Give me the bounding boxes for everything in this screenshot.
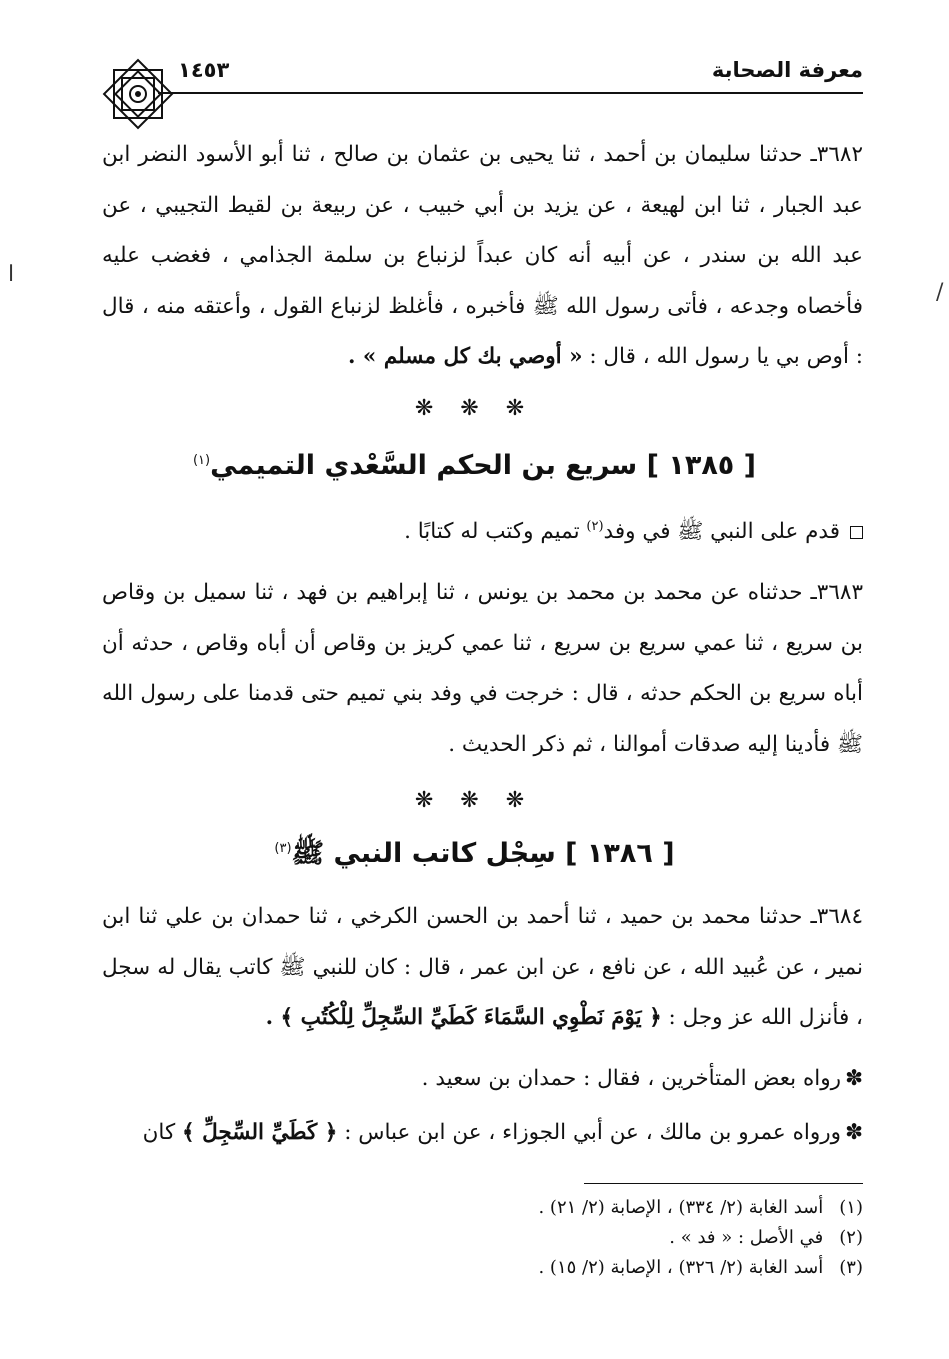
footnote-text: أسد الغابة (٢/ ٣٣٤) ، الإصابة (٢/ ٢١) .	[538, 1197, 824, 1218]
margin-mark: ا	[8, 262, 15, 287]
heading-1386-text: [ ١٣٨٦ ] سِجْل كاتب النبي ﷺ	[291, 838, 675, 869]
hadith-3682-text: ٣٦٨٢ـ حدثنا سليمان بن أحمد ، ثنا يحيى بن عثمان بن صالح ، ثنا أبو الأسود النضر ابن عبد الجبار ، ثنا ابن لهيعة ، عن يزيد بن أبي خبيب ، عن ربيعة بن لقيط التجيبي ، عن عبد الله بن سندر ، عن أبيه أنه كان عبداً لزنباع بن سلمة الجذامي ، فغضب عليه فأخصاه وجدعه ، فأتى رسول الله ﷺ فأخبره ، فأغلظ لزنباع القول ، وأعتقه منه ، قال : أوص بي يا رسول الله ، قال :	[102, 142, 863, 369]
note-b-text: ورواه عمرو بن مالك ، عن أبي الجوزاء ، عن ابن عباس :	[344, 1120, 841, 1145]
heading-1385	[0, 450, 949, 481]
note-b	[102, 1120, 863, 1145]
hadith-3682	[102, 130, 863, 383]
hadith-3683	[102, 568, 863, 770]
footnotes	[102, 1193, 863, 1283]
asterisk-icon: ✽	[844, 1120, 863, 1145]
hadith-3682-quote: « أوصي بك كل مسلم » .	[347, 344, 583, 369]
page-title: معرفة الصحابة	[711, 58, 863, 82]
hadith-3684-text: ٣٦٨٤ـ حدثنا محمد بن حميد ، ثنا أحمد بن الحسن الكرخي ، ثنا حمدان بن علي ثنا ابن نمير ، عن عُبيد الله ، عن نافع ، عن ابن عمر ، قال : كان للنبي ﷺ كاتب يقال له سجل ، فأنزل الله عز وجل :	[102, 904, 863, 1030]
octagonal-star-ornament-icon	[100, 56, 176, 132]
note-a-text: رواه بعض المتأخرين ، فقال : حمدان بن سعيد .	[421, 1066, 841, 1091]
footnote-item	[102, 1193, 863, 1223]
note-a	[102, 1066, 863, 1091]
footnote-number: (٢)	[839, 1227, 863, 1248]
page-number: ١٤٥٣	[178, 58, 230, 82]
footnote-item	[102, 1253, 863, 1283]
footnote-ref: (٣)	[274, 841, 292, 856]
hollow-square-icon	[850, 526, 863, 539]
section-separator-stars: ❋ ❋ ❋	[414, 396, 535, 421]
footnote-text: في الأصل : « فد » .	[669, 1227, 824, 1248]
footnote-ref: (٢)	[586, 518, 604, 534]
note-1385	[102, 518, 863, 549]
asterisk-icon: ✽	[844, 1066, 863, 1091]
footnote-text: أسد الغابة (٢/ ٣٢٦) ، الإصابة (٢/ ١٥) .	[538, 1257, 824, 1278]
note-b-end: كان	[142, 1120, 176, 1145]
heading-1386	[0, 836, 949, 876]
section-separator-stars: ❋ ❋ ❋	[414, 788, 535, 813]
note-1385-text: قدم على النبي ﷺ في وفد	[603, 519, 840, 544]
note-b-quran: ﴿ كَطَيِّ السِّجِلِّ ﴾	[182, 1120, 338, 1145]
footnote-item	[102, 1223, 863, 1253]
hadith-3683-text: ٣٦٨٣ـ حدثناه عن محمد بن محمد بن يونس ، ثنا إبراهيم بن فهد ، ثنا سميل بن وقاص بن سريع ، ثنا عمي سريع بن سريع ، ثنا عمي كريز بن وقاص أن أباه وقاص ، حدثه أن أباه سريع بن الحكم حدثه ، قال : خرجت في وفد بني تميم حتى قدمنا على رسول الله ﷺ فأدينا إليه صدقات أموالنا ، ثم ذكر الحديث .	[102, 580, 863, 757]
footnote-ref: (١)	[192, 453, 211, 468]
margin-mark: /	[936, 280, 944, 305]
footnote-number: (١)	[839, 1197, 863, 1218]
hadith-3684	[102, 892, 863, 1044]
footnote-rule	[584, 1183, 863, 1184]
hadith-3684-quran: ﴿ يَوْمَ نَطْوِي السَّمَاءَ كَطَيِّ السِّجِلِّ لِلْكُتُبِ ﴾ .	[265, 1005, 662, 1030]
heading-1385-text: [ ١٣٨٥ ] سريع بن الحكم السَّعْدي التميمي	[210, 450, 757, 481]
header-rule	[158, 92, 863, 94]
note-1385-end: تميم وكتب له كتابًا .	[404, 519, 580, 544]
footnote-number: (٣)	[839, 1257, 863, 1278]
